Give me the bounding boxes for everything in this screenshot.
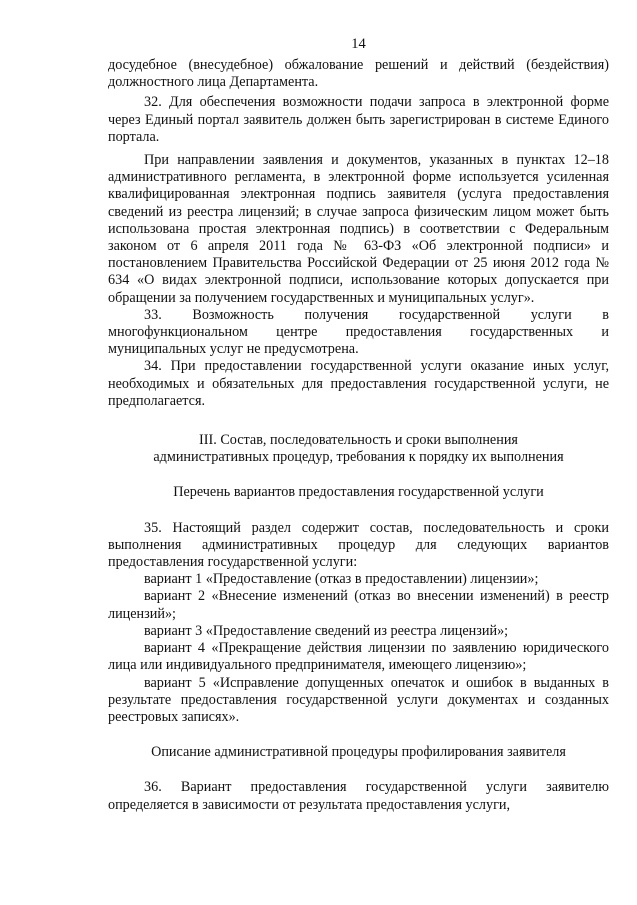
paragraph-33: 33. Возможность получения государственной услуги в многофункциональном центре предоставления государственных и муниципальных услуг не предусмотрена.	[108, 306, 609, 358]
paragraph-36: 36. Вариант предоставления государственной услуги заявителю определяется в зависимости от результата предоставления услуги,	[108, 779, 609, 813]
variant-2: вариант 2 «Внесение изменений (отказ во внесении изменений) в реестр лицензий»;	[108, 588, 609, 622]
section-title-line-2: административных процедур, требования к порядку их выполнения	[153, 449, 564, 466]
paragraph-32-signature: При направлении заявления и документов, указанных в пунктах 12–18 административного регламента, в электронной форме используется усиленная квалифицированная электронная подпись заявителя (услуга предоставления сведений из реестра лицензий; в случае запроса физическим лицом может быть использована простая электронная подпись) в соответствии с Федеральным законом от 6 апреля 2011 года № 63-ФЗ «Об электронной подписи» и постановлением Правительства Российской Федерации от 25 июня 2012 года № 634 «О видах электронной подписи, использование которых допускается при обращении за получением государственных и муниципальных услуг».	[108, 152, 609, 306]
paragraph-32: 32. Для обеспечения возможности подачи запроса в электронной форме через Единый портал заявитель должен быть зарегистрирован в системе Единого портала.	[108, 94, 609, 145]
variant-1: вариант 1 «Предоставление (отказ в предоставлении) лицензии»;	[144, 571, 539, 588]
paragraph-continuation: досудебное (внесудебное) обжалование решений и действий (бездействия) должностного лица Департамента.	[108, 57, 609, 91]
paragraph-35: 35. Настоящий раздел содержит состав, последовательность и сроки выполнения административных процедур для следующих вариантов предоставления государственной услуги:	[108, 519, 609, 571]
paragraph-34: 34. При предоставлении государственной услуги оказание иных услуг, необходимых и обязательных для предоставления государственной услуги, не предполагается.	[108, 358, 609, 409]
page-number: 14	[351, 36, 366, 52]
subheading-variants: Перечень вариантов предоставления государственной услуги	[173, 484, 544, 501]
variant-4: вариант 4 «Прекращение действия лицензии по заявлению юридического лица или индивидуального предпринимателя, имеющего лицензию»;	[108, 640, 609, 674]
variant-3: вариант 3 «Предоставление сведений из реестра лицензий»;	[144, 622, 509, 639]
variant-5: вариант 5 «Исправление допущенных опечаток и ошибок в выданных в результате предоставления государственной услуги документах и созданных реестровых записях».	[108, 674, 609, 725]
section-title-line-1: III. Состав, последовательность и сроки выполнения	[199, 432, 518, 449]
subheading-profiling: Описание административной процедуры профилирования заявителя	[151, 744, 566, 761]
